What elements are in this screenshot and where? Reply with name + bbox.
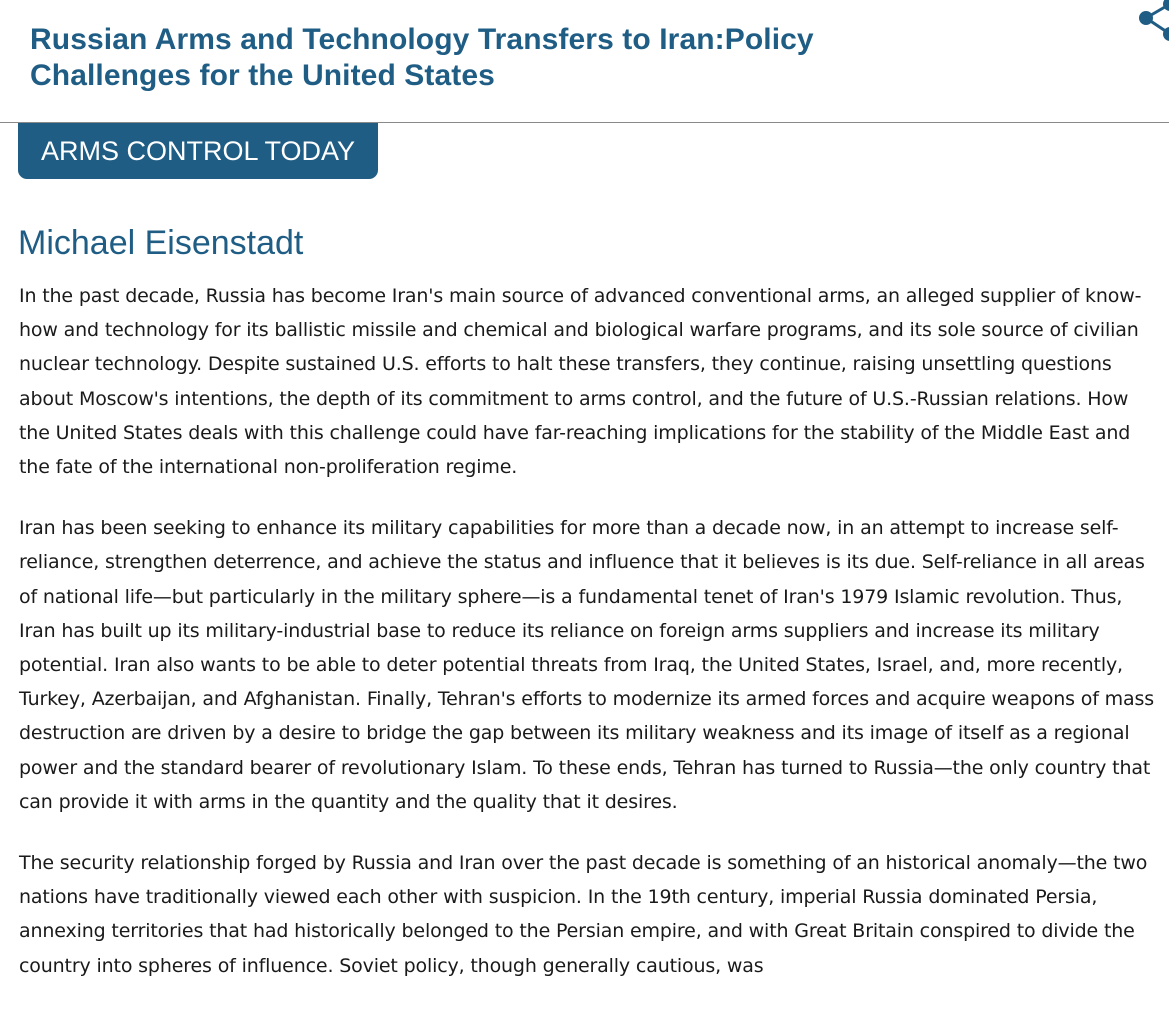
category-tag[interactable]: ARMS CONTROL TODAY bbox=[18, 123, 378, 179]
article-paragraph: The security relationship forged by Russia and Iran over the past decade is something of an historical anomaly—the two nations have traditionally viewed each other with suspicion. In the 19th century, imperial Russia dominated Persia, annexing territories that had historically belonged to the Persian empire, and with Great Britain conspired to divide the country into spheres of influence. Soviet policy, though generally cautious, was bbox=[19, 852, 1148, 977]
article-title: Russian Arms and Technology Transfers to Iran:Policy Challenges for the United States bbox=[30, 23, 814, 92]
page-header bbox=[0, 0, 1169, 123]
article-body bbox=[19, 279, 1159, 1010]
article-paragraph: Iran has been seeking to enhance its military capabilities for more than a decade now, in an attempt to increase self-reliance, strengthen deterrence, and achieve the status and influence that it believes is its due. Self-reliance in all areas of national life—but particularly in the military sphere—is a fundamental tenet of Iran's 1979 Islamic revolution. Thus, Iran has built up its military-industrial base to reduce its reliance on foreign arms suppliers and increase its military potential. Iran also wants to be able to deter potential threats from Iraq, the United States, Israel, and, more recently, Turkey, Azerbaijan, and Afghanistan. Finally, Tehran's efforts to modernize its armed forces and acquire weapons of mass destruction are driven by a desire to bridge the gap between its military weakness and its image of itself as a regional power and the standard bearer of revolutionary Islam. To these ends, Tehran has turned to Russia—the only country that can provide it with arms in the quantity and the quality that it desires. bbox=[19, 517, 1155, 813]
article-paragraph: In the past decade, Russia has become Iran's main source of advanced conventional arms, an alleged supplier of know-how and technology for its ballistic missile and chemical and biological warfare programs, and its sole source of civilian nuclear technology. Despite sustained U.S. efforts to halt these transfers, they continue, raising unsettling questions about Moscow's intentions, the depth of its commitment to arms control, and the future of U.S.-Russian relations. How the United States deals with this challenge could have far-reaching implications for the stability of the Middle East and the fate of the international non-proliferation regime. bbox=[19, 285, 1142, 479]
author-name: Michael Eisenstadt bbox=[18, 224, 304, 262]
share-icon bbox=[1126, 0, 1169, 44]
share-button[interactable] bbox=[1126, 0, 1169, 44]
